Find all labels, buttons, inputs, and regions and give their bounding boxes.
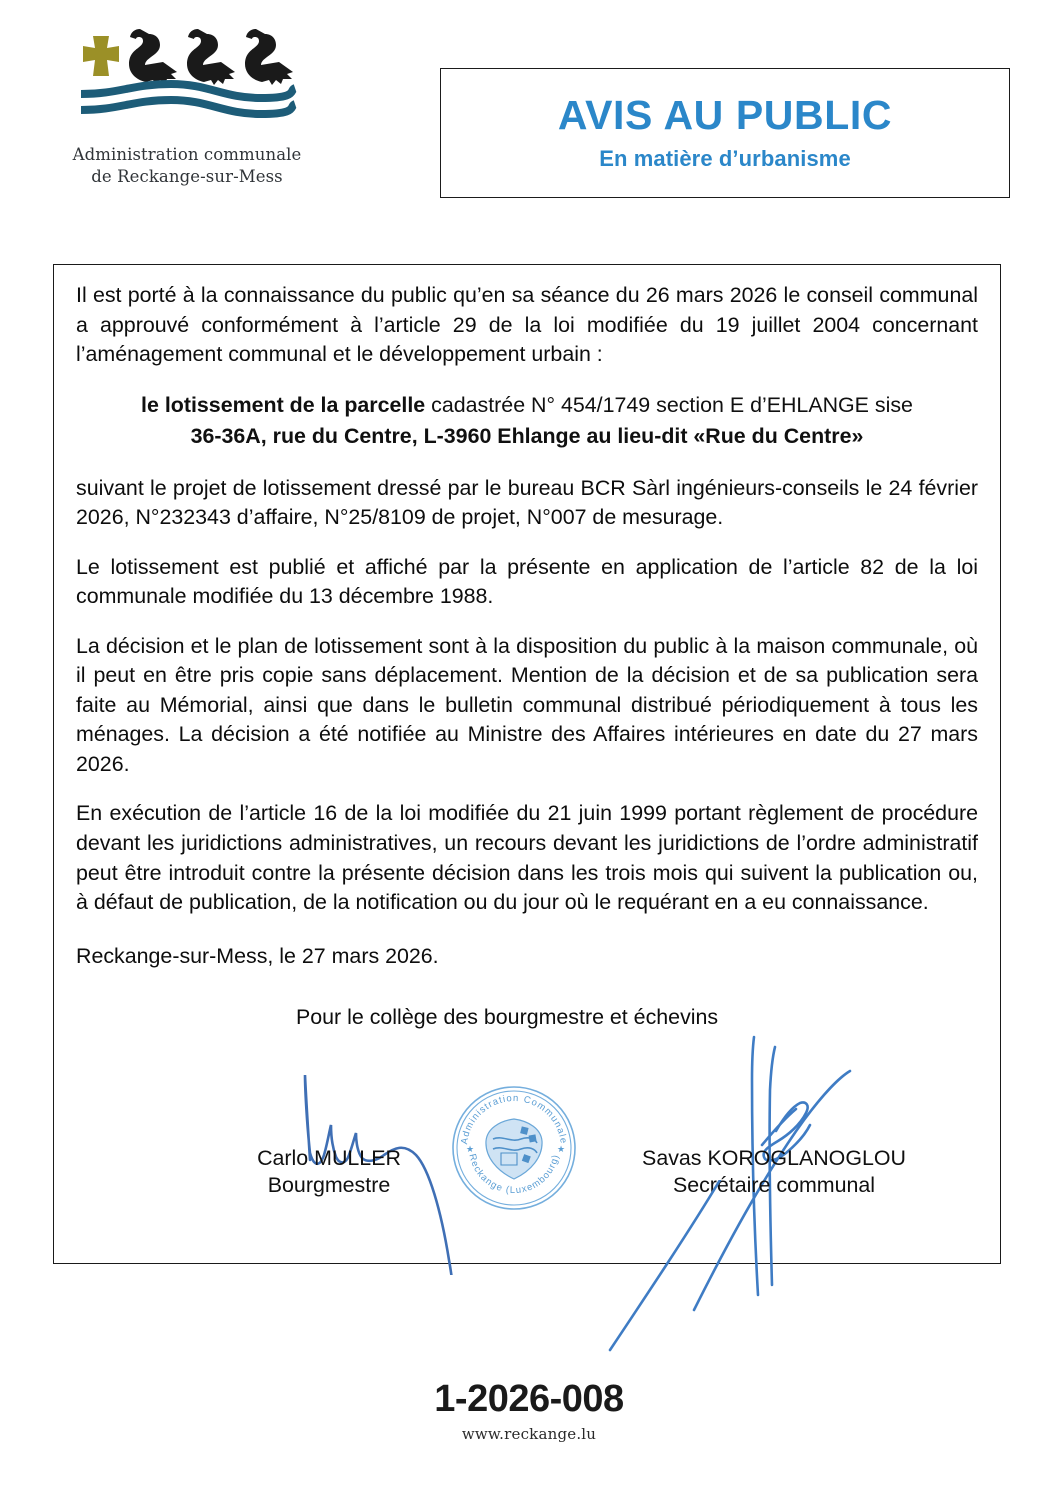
logo-caption: [62, 144, 312, 188]
college-line: Pour le collège des bourgmestre et échevins: [296, 1004, 719, 1029]
parcel-line-1: [76, 390, 978, 421]
stamp-bottom-text: Reckange (Luxembourg): [466, 1152, 562, 1197]
logo-caption-line-2: de Reckange-sur-Mess: [91, 166, 283, 186]
reference-number: 1-2026-008: [434, 1378, 624, 1420]
signature-left: [199, 1145, 459, 1200]
place-and-date: Reckange-sur-Mess, le 27 mars 2026.: [76, 943, 439, 968]
cross-patty-icon: [83, 36, 119, 76]
page-title: AVIS AU PUBLIC: [557, 91, 893, 138]
paragraph-availability: La décision et le plan de lotissement sont à la disposition du public à la maison communale, où il peut en être pris copie sans déplacement. Mention de la décision et de sa publication sera faite au Mémorial, ainsi que dans le bulletin communal distribué périodiquement à tous les ménages. La décision a été notifiée au Ministre des Affaires intérieures en date du 27 mars 2026.: [76, 633, 978, 776]
signature-left-name: Carlo MULLER: [257, 1146, 401, 1170]
document-footer: [0, 1378, 1058, 1443]
paragraph-intro: Il est porté à la connaissance du public qu’en sa séance du 26 mars 2026 le conseil communal a approuvé conformément à l’article 29 de la loi modifiée du 19 juillet 2004 concernant l’aménagement communal et le développement urbain :: [76, 283, 978, 367]
parcel-line-2: 36-36A, rue du Centre, L-3960 Ehlange au lieu-dit «Rue du Centre»: [190, 423, 864, 448]
paragraph-project: suivant le projet de lotissement dressé par le bureau BCR Sàrl ingénieurs-conseils le 24 février 2026, N°232343 d’affaire, N°25/8109 de projet, N°007 de mesurage.: [76, 475, 978, 530]
logo-mark: [71, 28, 303, 138]
commune-logo: [62, 28, 312, 188]
parcel-designation: [76, 390, 978, 452]
paragraph-publication: Le lotissement est publié et affiché par la présente en application de l’article 82 de la loi communale modifiée du 13 décembre 1988.: [76, 554, 978, 609]
signature-right-name: Savas KOROGLANOGLOU: [642, 1146, 906, 1170]
signature-left-role: Bourgmestre: [267, 1173, 391, 1198]
official-round-stamp-icon: [449, 1083, 579, 1213]
three-swans-icon: [129, 29, 293, 85]
signature-area: [54, 1035, 1000, 1255]
page-subtitle: En matière d’urbanisme: [599, 146, 851, 172]
title-box: [440, 68, 1010, 198]
document-header: [0, 0, 1058, 230]
parcel-line-1-rest: cadastrée N° 454/1749 section E d’EHLANGE sise: [425, 392, 913, 417]
website-url[interactable]: www.reckange.lu: [461, 1425, 597, 1443]
signature-right-role: Secrétaire communal: [672, 1173, 876, 1198]
signature-right: [594, 1145, 954, 1200]
wavy-lines-icon: [81, 84, 295, 114]
svg-text:★: ★: [557, 1144, 566, 1154]
svg-text:★: ★: [466, 1144, 475, 1154]
stamp-shield-icon: [486, 1119, 542, 1179]
notice-content-box: [53, 264, 1001, 1264]
stamp-top-text: Administration Communale: [459, 1092, 569, 1146]
logo-caption-line-1: Administration communale: [72, 145, 302, 164]
logo-svg: [71, 28, 303, 138]
parcel-bold-lead: le lotissement de la parcelle: [141, 392, 426, 417]
paragraph-recourse: En exécution de l’article 16 de la loi modifiée du 21 juin 1999 portant règlement de procédure devant les juridictions administratives, un recours devant les juridictions de l’ordre administratif peut être introduit contre la présente décision dans les trois mois qui suivent la publication ou, à défaut de publication, de la notification ou du jour où le requérant en a eu connaissance.: [76, 801, 978, 915]
